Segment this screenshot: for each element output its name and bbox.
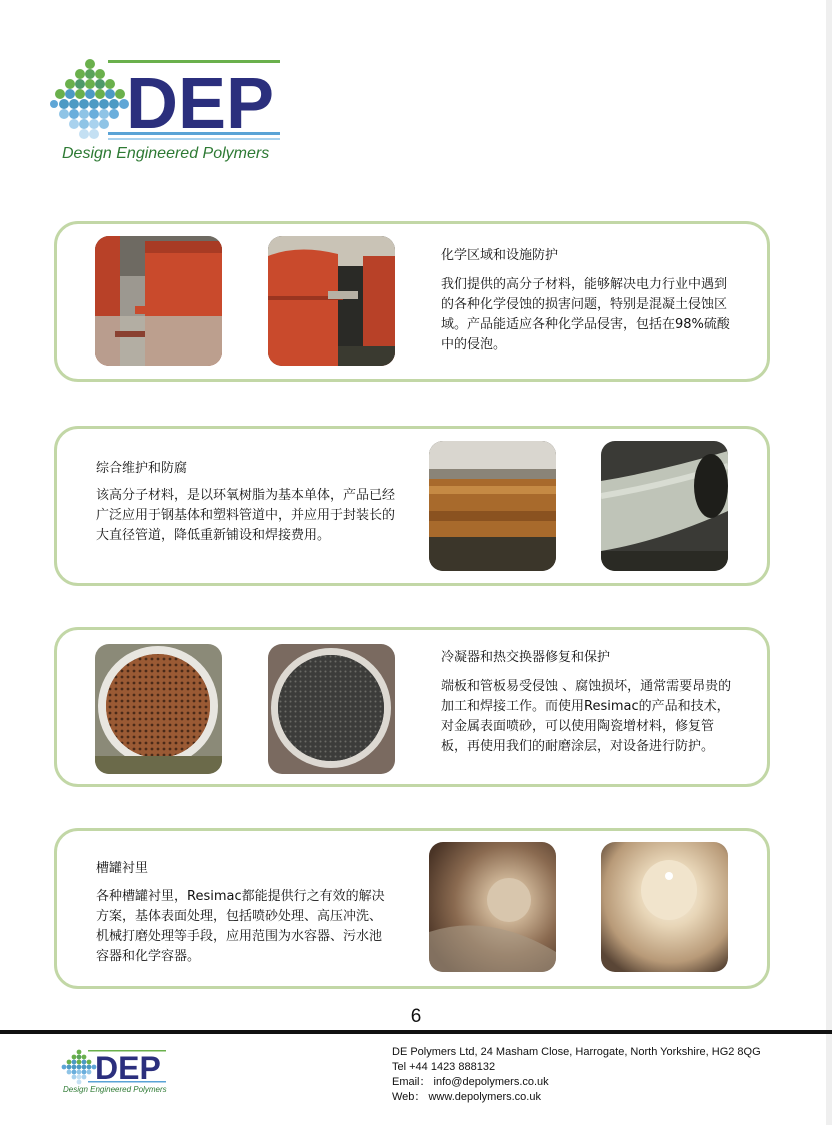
page-number: 6 [410,1006,422,1027]
section-title: 综合维护和防腐 [96,461,188,476]
page-edge [826,0,832,1125]
email-link[interactable]: Email： info@depolymers.co.uk [392,1076,549,1088]
tank-base-corrosion-photo [95,236,222,366]
telephone: Tel +44 1423 888132 [392,1061,496,1073]
section-body: 我们提供的高分子材料，能够解决电力行业中遇到的各种化学侵蚀的损害问题，特别是混凝土侵蚀区域。产品能适应各种化学品侵害，包括在98%硫酸中的侵泡。 [441,277,730,352]
footer-logo-wordmark: DEP [95,1050,161,1086]
tank-interior-photo [429,842,556,972]
footer-divider [0,1030,832,1034]
section-body: 端板和管板易受侵蚀 、腐蚀损坏，通常需要昂贵的加工和焊接工作。而使用Resimac的产品和技术，对金属表面喷砂，可以使用陶瓷增材料，修复管板，再使用我们的耐磨涂层，对设备进行防护。 [441,679,732,754]
section-body: 各种槽罐衬里，Resimac都能提供行之有效的解决方案，基体表面处理，包括喷砂处理、高压冲洗、机械打磨处理等手段，应用范围为水容器、污水池容器和化学容器。 [96,889,385,964]
section-title: 槽罐衬里 [96,861,149,876]
company-address: DE Polymers Ltd, 24 Masham Close, Harrogate, North Yorkshire, HG2 8QG [392,1046,761,1058]
website-link[interactable]: Web： www.depolymers.co.uk [392,1091,541,1103]
lined-tank-interior-photo [601,842,728,972]
section-body: 该高分子材料，是以环氧树脂为基本单体，产品已经广泛应用于钢基体和塑料管道中，并应用于封装长的大直径管道，降低重新铺设和焊接费用。 [96,488,396,543]
coated-tubesheet-photo [268,644,395,774]
logo-tagline: Design Engineered Polymers [62,145,270,162]
section-title: 冷凝器和热交换器修复和保护 [441,650,611,665]
tank-valve-photo [268,236,395,366]
section-title: 化学区域和设施防护 [441,248,559,263]
logo-wordmark: DEP [126,64,275,144]
contact-block [392,1045,761,1105]
dot-diamond-icon [50,59,129,139]
footer-dot-diamond-icon [62,1050,97,1085]
footer-logo-tagline: Design Engineered Polymers [63,1085,167,1094]
rusted-pipe-photo [429,441,556,571]
corroded-tubesheet-photo [95,644,222,774]
coated-pipe-photo [601,441,728,571]
